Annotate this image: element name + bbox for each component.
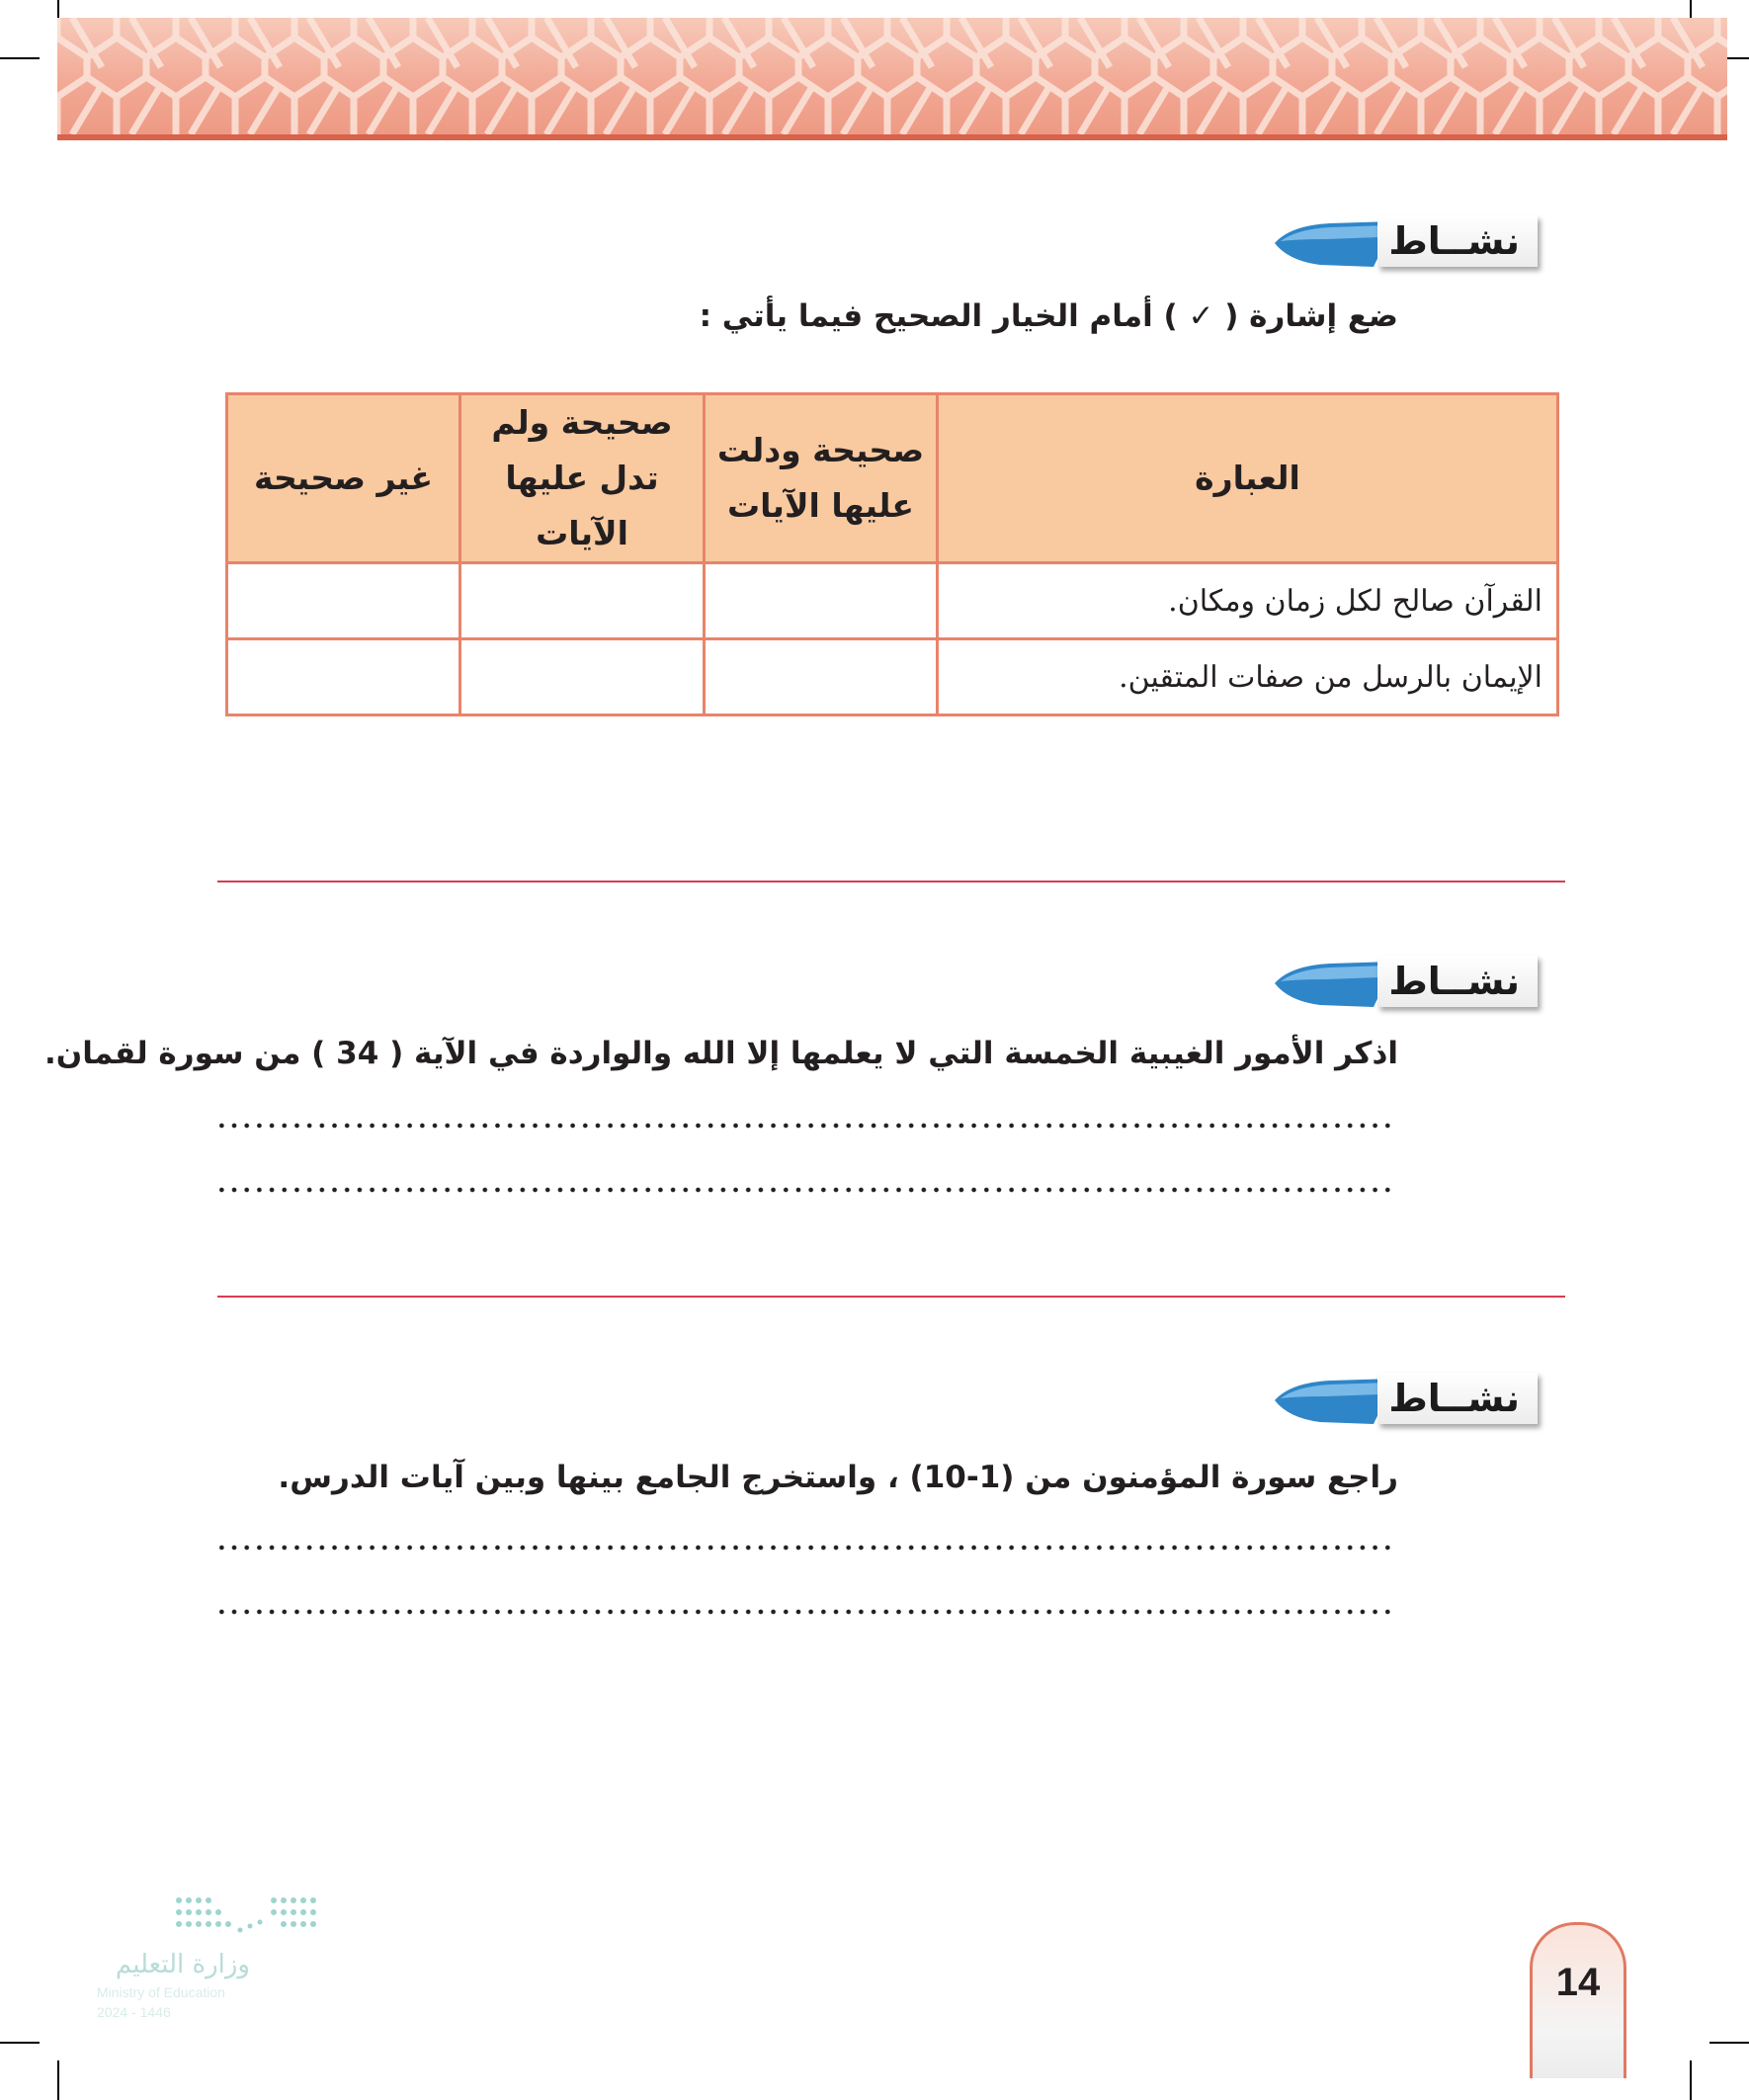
activity-instruction: اذكر الأمور الغيبية الخمسة التي لا يعلمها إلا الله والواردة في الآية ( 34 ) من سورة لقمان.: [44, 1036, 1398, 1071]
header-statement: العبارة: [938, 394, 1558, 563]
badge-label: نشــاط: [1388, 1377, 1520, 1420]
answer-table: [225, 392, 1559, 716]
ministry-dots-logo-icon: [171, 1892, 324, 1940]
section-divider: [217, 1296, 1565, 1298]
answer-cell[interactable]: [705, 563, 938, 639]
crop-mark: [1690, 2060, 1692, 2100]
answer-line[interactable]: [215, 1609, 1391, 1615]
crop-mark: [0, 2042, 40, 2044]
table-header-row: [227, 394, 1558, 563]
statement-cell: الإيمان بالرسل من صفات المتقين.: [938, 639, 1558, 715]
section-divider: [217, 881, 1565, 882]
crop-mark: [0, 57, 40, 59]
header-correct-indicated: [705, 394, 938, 563]
page-number-tab: [1530, 1922, 1626, 2078]
table-row: [227, 639, 1558, 715]
statement-cell: القرآن صالح لكل زمان ومكان.: [938, 563, 1558, 639]
activity-badge: [1271, 952, 1538, 1011]
answer-cell[interactable]: [227, 563, 460, 639]
answer-cell[interactable]: [705, 639, 938, 715]
activity-badge: [1271, 211, 1538, 271]
header-pattern-band: [57, 18, 1727, 134]
activity-badge: [1271, 1369, 1538, 1428]
table-row: [227, 563, 1558, 639]
activity-instruction: راجع سورة المؤمنون من (1-10) ، واستخرج الجامع بينها وبين آيات الدرس.: [278, 1460, 1398, 1495]
badge-label: نشــاط: [1388, 960, 1520, 1003]
ministry-name-ar: وزارة التعليم: [115, 1950, 250, 1979]
header-correct-not-indicated: [460, 394, 705, 563]
ministry-logo: [97, 1892, 334, 2041]
answer-cell[interactable]: [227, 639, 460, 715]
answer-cell[interactable]: [460, 563, 705, 639]
answer-line[interactable]: [215, 1187, 1391, 1193]
answer-line[interactable]: [215, 1545, 1391, 1551]
geometric-pattern-icon: [57, 18, 1727, 134]
badge-label: نشــاط: [1388, 219, 1520, 263]
crop-mark: [57, 2060, 59, 2100]
answer-line[interactable]: [215, 1123, 1391, 1129]
header-label: صحيحة ودلت عليها الآيات: [716, 431, 925, 525]
crop-mark: [1709, 2042, 1749, 2044]
ministry-name-en: Ministry of Education: [97, 1984, 225, 2000]
page-number: 14: [1555, 1961, 1601, 2004]
answer-cell[interactable]: [460, 639, 705, 715]
header-incorrect: غير صحيحة: [227, 394, 460, 563]
activity-instruction: ضع إشارة ( ✓ ) أمام الخيار الصحيح فيما يأتي :: [699, 298, 1398, 334]
header-rule: [57, 134, 1727, 140]
header-label: صحيحة ولم تدل عليها الآيات: [491, 403, 673, 552]
ministry-year: 2024 - 1446: [97, 2004, 171, 2020]
